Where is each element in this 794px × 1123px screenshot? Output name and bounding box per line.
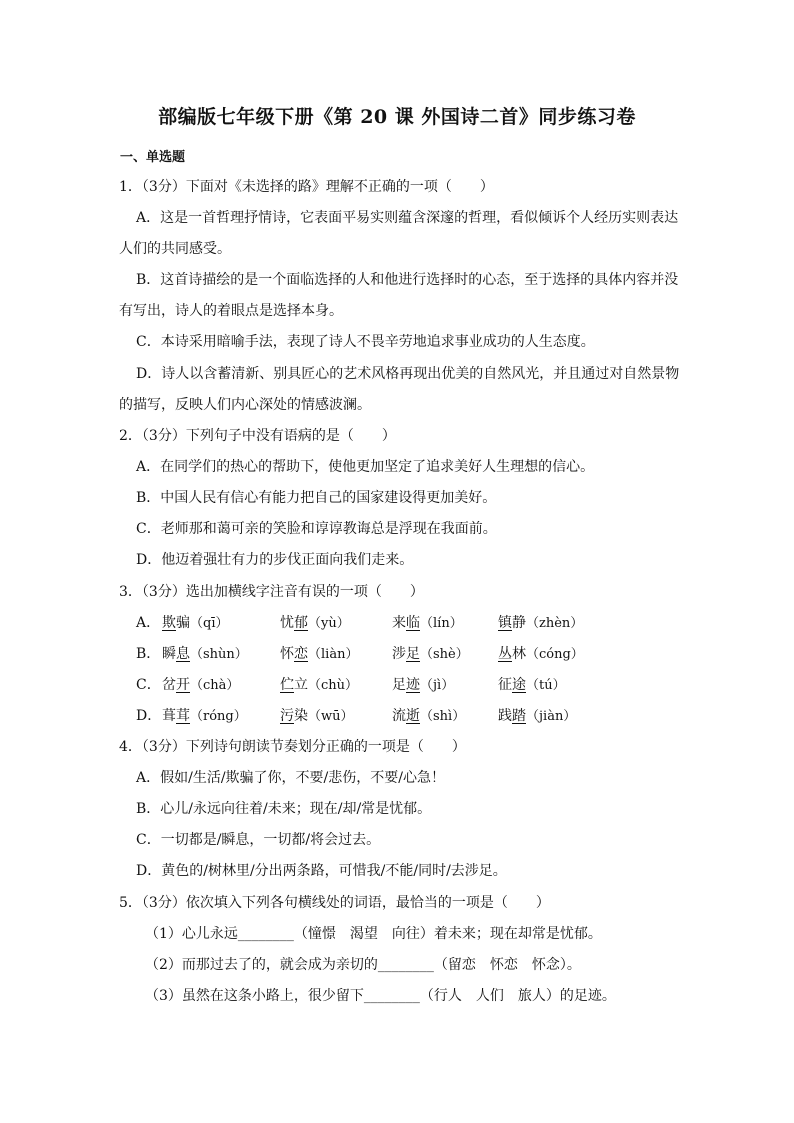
underlined-char: 欺	[162, 615, 176, 631]
pinyin: （shùn）	[190, 647, 248, 662]
pinyin: （lín）	[420, 616, 463, 631]
question-3-word	[280, 612, 350, 632]
question-1-option-a: A．这是一首哲理抒情诗，它表面平易实则蕴含深邃的哲理，看似倾诉个人经历实则表达	[136, 210, 679, 226]
question-4-option-a: A．假如/生活/欺骗了你，不要/悲伤，不要/心急！	[136, 770, 445, 786]
question-3-option-label: B．	[136, 646, 161, 662]
word-char: 骗	[176, 615, 190, 631]
underlined-char: 逝	[406, 708, 420, 724]
page-title: 部编版七年级下册《第 20 课 外国诗二首》同步练习卷	[158, 106, 636, 128]
underlined-char: 足	[406, 646, 420, 662]
question-4-option-d: D．黄色的/树林里/分出两条路，可惜我/不能/同时/去涉足。	[136, 863, 507, 879]
pinyin: （róng）	[190, 709, 247, 724]
question-3-word	[162, 705, 247, 725]
question-1-option-b: B．这首诗描绘的是一个面临选择的人和他进行选择时的心态，至于选择的具体内容并没	[136, 272, 679, 288]
pinyin: （jì）	[420, 678, 455, 693]
underlined-char: 迹	[406, 677, 420, 693]
word-char: 静	[512, 615, 526, 631]
question-3-word	[392, 643, 469, 663]
underlined-char: 开	[176, 677, 190, 693]
underlined-char: 临	[406, 615, 420, 631]
question-4-option-b: B．心儿/永远向往着/未来；现在/却/常是忧郁。	[136, 801, 432, 817]
pinyin: （cóng）	[526, 647, 584, 662]
question-3-word	[280, 705, 354, 725]
pinyin: （zhèn）	[526, 616, 584, 631]
question-2-stem: 2．（3分）下列句子中没有语病的是（ ）	[119, 428, 396, 444]
word-char: 瞬	[162, 646, 176, 662]
question-3-word	[162, 643, 248, 663]
question-3-stem: 3．（3分）选出加横线字注音有误的一项（ ）	[119, 584, 424, 600]
question-3-word	[498, 705, 576, 725]
question-2-option-c: C．老师那和蔼可亲的笑脸和谆谆教诲总是浮现在我面前。	[136, 521, 497, 537]
pinyin: （yù）	[308, 616, 350, 631]
word-char: 践	[498, 708, 512, 724]
underlined-char: 息	[176, 646, 190, 662]
question-1-option-d: D．诗人以含蓄清新、别具匠心的艺术风格再现出优美的自然风光，并且通过对自然景物	[136, 366, 680, 382]
pinyin: （shì）	[420, 709, 466, 724]
question-3-option-label: C．	[136, 677, 161, 693]
question-3-word	[162, 674, 239, 694]
word-char: 染	[294, 708, 308, 724]
question-2-option-b: B．中国人民有信心有能力把自己的国家建设得更加美好。	[136, 490, 497, 506]
question-2-option-a: A．在同学们的热心的帮助下，使他更加坚定了追求美好人生理想的信心。	[136, 459, 595, 475]
question-3-word	[280, 643, 358, 663]
question-3-word	[162, 612, 228, 632]
question-3-word	[392, 674, 454, 694]
underlined-char: 茸	[176, 708, 190, 724]
question-1-option-d-cont: 的描写，反映人们内心深处的情感波澜。	[119, 397, 371, 413]
pinyin: （qī）	[190, 616, 229, 631]
question-3-word	[498, 674, 566, 694]
underlined-char: 恋	[294, 646, 308, 662]
pinyin: （chù）	[308, 678, 359, 693]
question-3-option-label: D．	[136, 708, 162, 724]
underlined-char: 途	[512, 677, 526, 693]
question-1-option-b-cont: 有写出，诗人的着眼点是选择本身。	[119, 303, 343, 319]
question-3-word	[280, 674, 358, 694]
word-char: 立	[294, 677, 308, 693]
question-5-sentence-1: （1）心儿永远________（憧憬 渴望 向往）着未来；现在却常是忧郁。	[145, 926, 602, 942]
word-char: 林	[512, 646, 526, 662]
word-char: 足	[392, 677, 406, 693]
question-1-option-c: C．本诗采用暗喻手法，表现了诗人不畏辛劳地追求事业成功的人生态度。	[136, 334, 595, 350]
pinyin: （chà）	[190, 678, 240, 693]
underlined-char: 伫	[280, 677, 294, 693]
word-char: 葺	[162, 708, 176, 724]
word-char: 涉	[392, 646, 406, 662]
question-3-word	[392, 705, 465, 725]
pinyin: （shè）	[420, 647, 469, 662]
underlined-char: 镇	[498, 615, 512, 631]
underlined-char: 丛	[498, 646, 512, 662]
word-char: 岔	[162, 677, 176, 693]
question-4-option-c: C．一切都是/瞬息，一切都/将会过去。	[136, 832, 381, 848]
question-5-stem: 5．（3分）依次填入下列各句横线处的词语，最恰当的一项是（ ）	[119, 895, 550, 911]
pinyin: （liàn）	[308, 647, 359, 662]
question-2-option-d: D．他迈着强壮有力的步伐正面向我们走来。	[136, 552, 414, 568]
question-5-sentence-2: （2）而那过去了的，就会成为亲切的________（留恋 怀恋 怀念）。	[145, 957, 581, 973]
word-char: 征	[498, 677, 512, 693]
pinyin: （tú）	[526, 678, 566, 693]
question-3-word	[392, 612, 463, 632]
question-3-word	[498, 643, 584, 663]
underlined-char: 污	[280, 708, 294, 724]
question-3-word	[498, 612, 583, 632]
section-heading: 一、单选题	[120, 150, 186, 165]
underlined-char: 踏	[512, 708, 526, 724]
question-3-option-label: A．	[136, 615, 161, 631]
word-char: 来	[392, 615, 406, 631]
word-char: 忧	[280, 615, 294, 631]
pinyin: （jiàn）	[526, 709, 577, 724]
question-1-option-a-cont: 人们的共同感受。	[119, 241, 231, 257]
question-4-stem: 4．（3分）下列诗句朗读节奏划分正确的一项是（ ）	[119, 739, 466, 755]
question-5-sentence-3: （3）虽然在这条小路上，很少留下________（行人 人们 旅人）的足迹。	[145, 988, 616, 1004]
word-char: 流	[392, 708, 406, 724]
word-char: 怀	[280, 646, 294, 662]
pinyin: （wū）	[308, 709, 354, 724]
question-1-stem: 1．（3分）下面对《未选择的路》理解不正确的一项（ ）	[119, 179, 494, 195]
underlined-char: 郁	[294, 615, 308, 631]
